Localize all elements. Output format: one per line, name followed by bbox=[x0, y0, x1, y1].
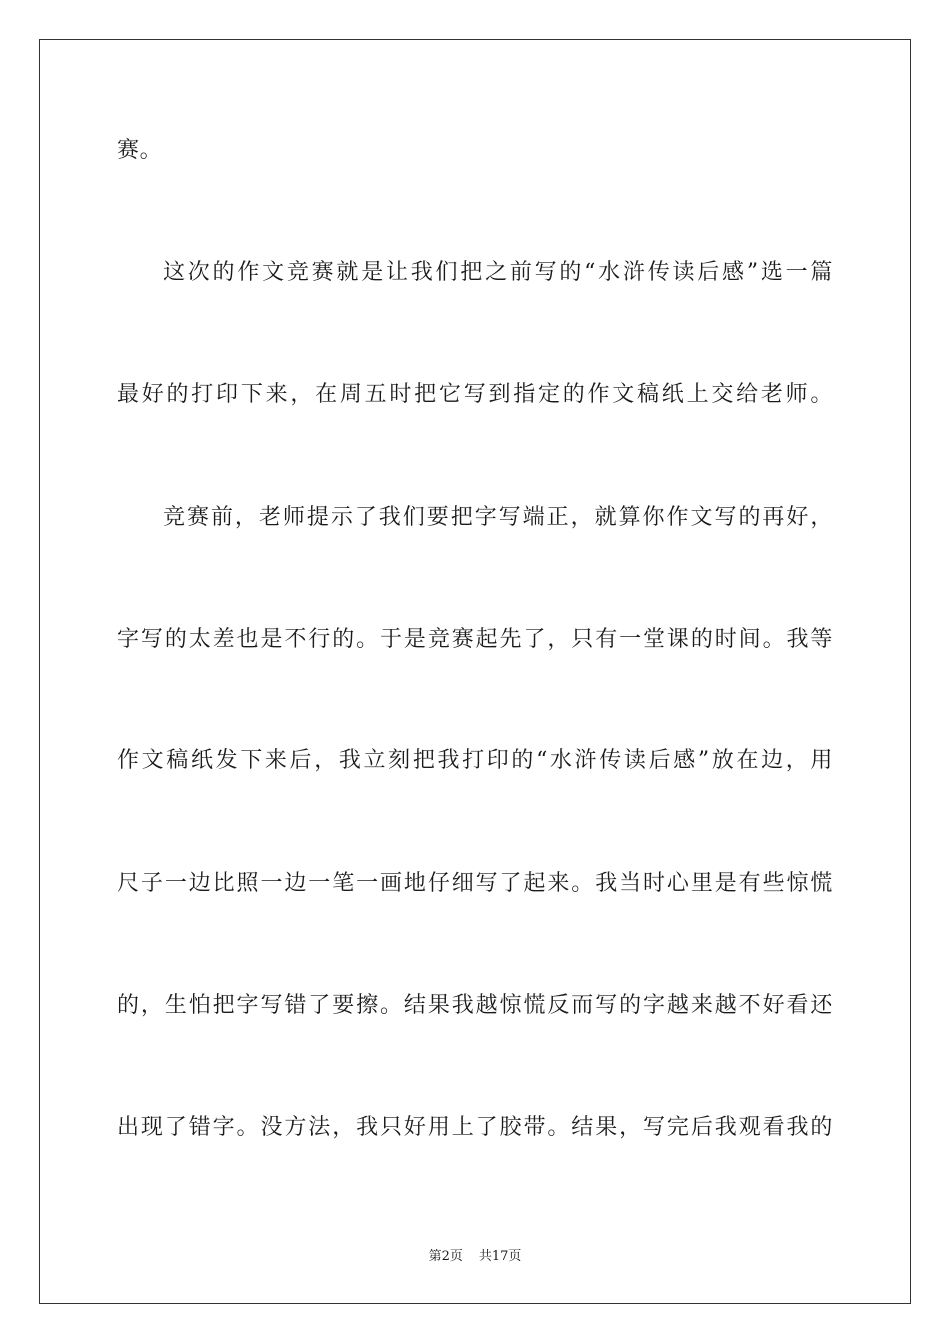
text-line-3: 最好的打印下来，在周五时把它写到指定的作文稿纸上交给老师。 bbox=[117, 382, 833, 407]
text-line-4: 竞赛前，老师提示了我们要把字写端正，就算你作文写的再好， bbox=[163, 505, 833, 530]
text-line-6: 作文稿纸发下来后，我立刻把我打印的“水浒传读后感”放在边，用 bbox=[117, 748, 833, 773]
text-line-1: 赛。 bbox=[117, 138, 163, 163]
text-line-9: 出现了错字。没方法，我只好用上了胶带。结果，写完后我观看我的 bbox=[117, 1115, 833, 1140]
page-footer bbox=[0, 1248, 950, 1266]
text-line-7: 尺子一边比照一边一笔一画地仔细写了起来。我当时心里是有些惊慌 bbox=[117, 871, 833, 896]
page-total: 共17页 bbox=[478, 1249, 522, 1264]
text-line-2: 这次的作文竞赛就是让我们把之前写的“水浒传读后感”选一篇 bbox=[163, 260, 833, 285]
page-number: 第2页 bbox=[428, 1249, 463, 1264]
text-line-8: 的，生怕把字写错了要擦。结果我越惊慌反而写的字越来越不好看还 bbox=[117, 993, 833, 1018]
text-line-5: 字写的太差也是不行的。于是竞赛起先了，只有一堂课的时间。我等 bbox=[117, 627, 833, 652]
